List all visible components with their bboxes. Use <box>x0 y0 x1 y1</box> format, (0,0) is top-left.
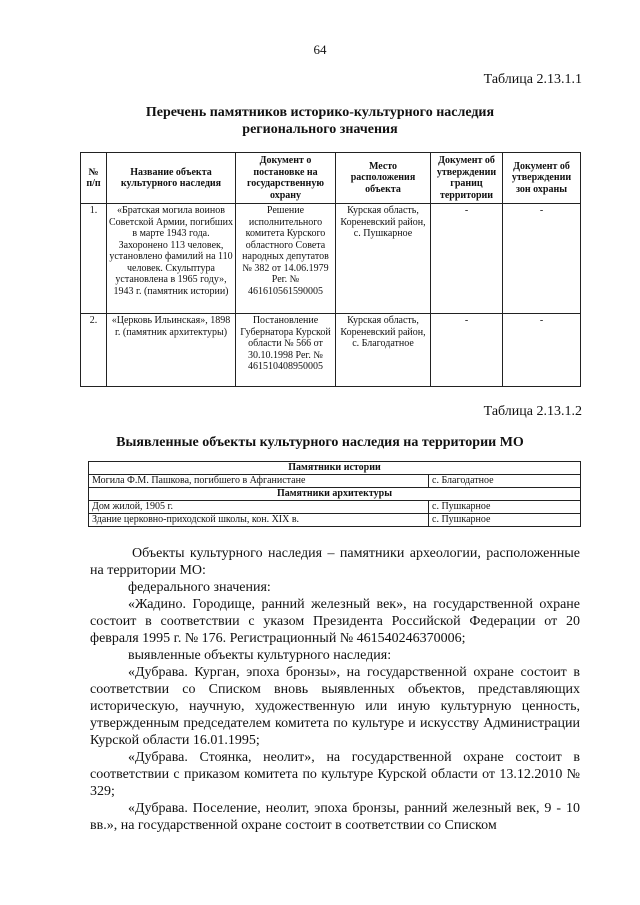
table-row <box>89 514 581 527</box>
col-header-location: Место расположения объекта <box>336 153 431 204</box>
cell-name: «Братская могила воинов Советской Армии, погибших в марте 1943 года. Захоронено 113 человек, установлено фамилий на 110 человек. Скульптура установлена в 1965 году», 1943 г. (памятник истории) <box>107 204 236 314</box>
cell-location: Курская область, Кореневский район, с. Пушкарное <box>336 204 431 314</box>
section-heading-history: Памятники истории <box>89 462 581 475</box>
paragraph-dubrava-kurgan: «Дубрава. Курган, эпоха бронзы», на государственной охране состоит в соответствии со Списком вновь выявленных объектов, представляющих историческую, научную, художественную или иную культурную ценность, утвержденным председателем комитета по культуре и искусству Администрации Курской области 16.01.1995; <box>90 665 580 748</box>
cell-location: Курская область, Кореневский район, с. Благодатное <box>336 314 431 387</box>
paragraph-dubrava-stoyanka: «Дубрава. Стоянка, неолит», на государственной охране состоит в соответствии с приказом комитета по культуре Курской области от 13.12.2010 № 329; <box>90 750 580 799</box>
paragraph-identified-heading: выявленные объекты культурного наследия: <box>128 648 392 663</box>
cell-name: «Церковь Ильинская», 1898 г. (памятник архитектуры) <box>107 314 236 387</box>
table2-label: Таблица 2.13.1.2 <box>483 404 582 419</box>
identified-objects-table <box>88 461 581 527</box>
cell-number: 1. <box>81 204 107 314</box>
table1-title-line2: регионального значения <box>242 122 398 137</box>
object-location: с. Благодатное <box>429 475 581 488</box>
table-header-row <box>81 153 581 204</box>
cell-boundary-doc: - <box>431 314 503 387</box>
table-row <box>89 501 581 514</box>
page-number: 64 <box>313 42 327 57</box>
cell-zone-doc: - <box>503 204 581 314</box>
col-header-number: № п/п <box>81 153 107 204</box>
table-row <box>89 475 581 488</box>
object-location: с. Пушкарное <box>429 501 581 514</box>
monuments-table <box>80 152 581 387</box>
col-header-protection-doc: Документ о постановке на государственную охрану <box>236 153 336 204</box>
table1-title <box>0 104 640 138</box>
paragraph-federal-heading: федерального значения: <box>128 580 271 595</box>
cell-protection-doc: Решение исполнительного комитета Курского областного Совета народных депутатов № 382 от 14.06.1979 Рег. № 461610561590005 <box>236 204 336 314</box>
table1-title-line1: Перечень памятников историко-культурного наследия <box>145 105 495 120</box>
object-name: Дом жилой, 1905 г. <box>89 501 429 514</box>
section-row <box>89 488 581 501</box>
table-row <box>81 204 581 314</box>
cell-zone-doc: - <box>503 314 581 387</box>
col-header-zone-doc: Документ об утверждении зон охраны <box>503 153 581 204</box>
object-name: Здание церковно-приходской школы, кон. XIX в. <box>89 514 429 527</box>
paragraph-intro: Объекты культурного наследия – памятники археологии, расположенные на территории МО: <box>90 546 580 578</box>
cell-protection-doc: Постановление Губернатора Курской области № 566 от 30.10.1998 Рег. № 461510408950005 <box>236 314 336 387</box>
section-heading-architecture: Памятники архитектуры <box>89 488 581 501</box>
cell-boundary-doc: - <box>431 204 503 314</box>
object-name: Могила Ф.М. Пашкова, погибшего в Афганистане <box>89 475 429 488</box>
section-row <box>89 462 581 475</box>
object-location: с. Пушкарное <box>429 514 581 527</box>
table1-label: Таблица 2.13.1.1 <box>483 72 582 87</box>
body-text <box>90 545 580 834</box>
table-row <box>81 314 581 387</box>
cell-number: 2. <box>81 314 107 387</box>
table2-title: Выявленные объекты культурного наследия на территории МО <box>116 435 524 450</box>
col-header-boundary-doc: Документ об утверждении границ территории <box>431 153 503 204</box>
col-header-name: Название объекта культурного наследия <box>107 153 236 204</box>
paragraph-zhadino: «Жадино. Городище, ранний железный век», на государственной охране состоит в соответствии с указом Президента Российской Федерации от 20 февраля 1995 г. № 176. Регистрационный № 461540246370006; <box>90 597 580 646</box>
paragraph-dubrava-poselenie: «Дубрава. Поселение, неолит, эпоха бронзы, ранний железный век, 9 - 10 вв.», на государственной охране состоит в соответствии со Списком <box>90 801 580 833</box>
